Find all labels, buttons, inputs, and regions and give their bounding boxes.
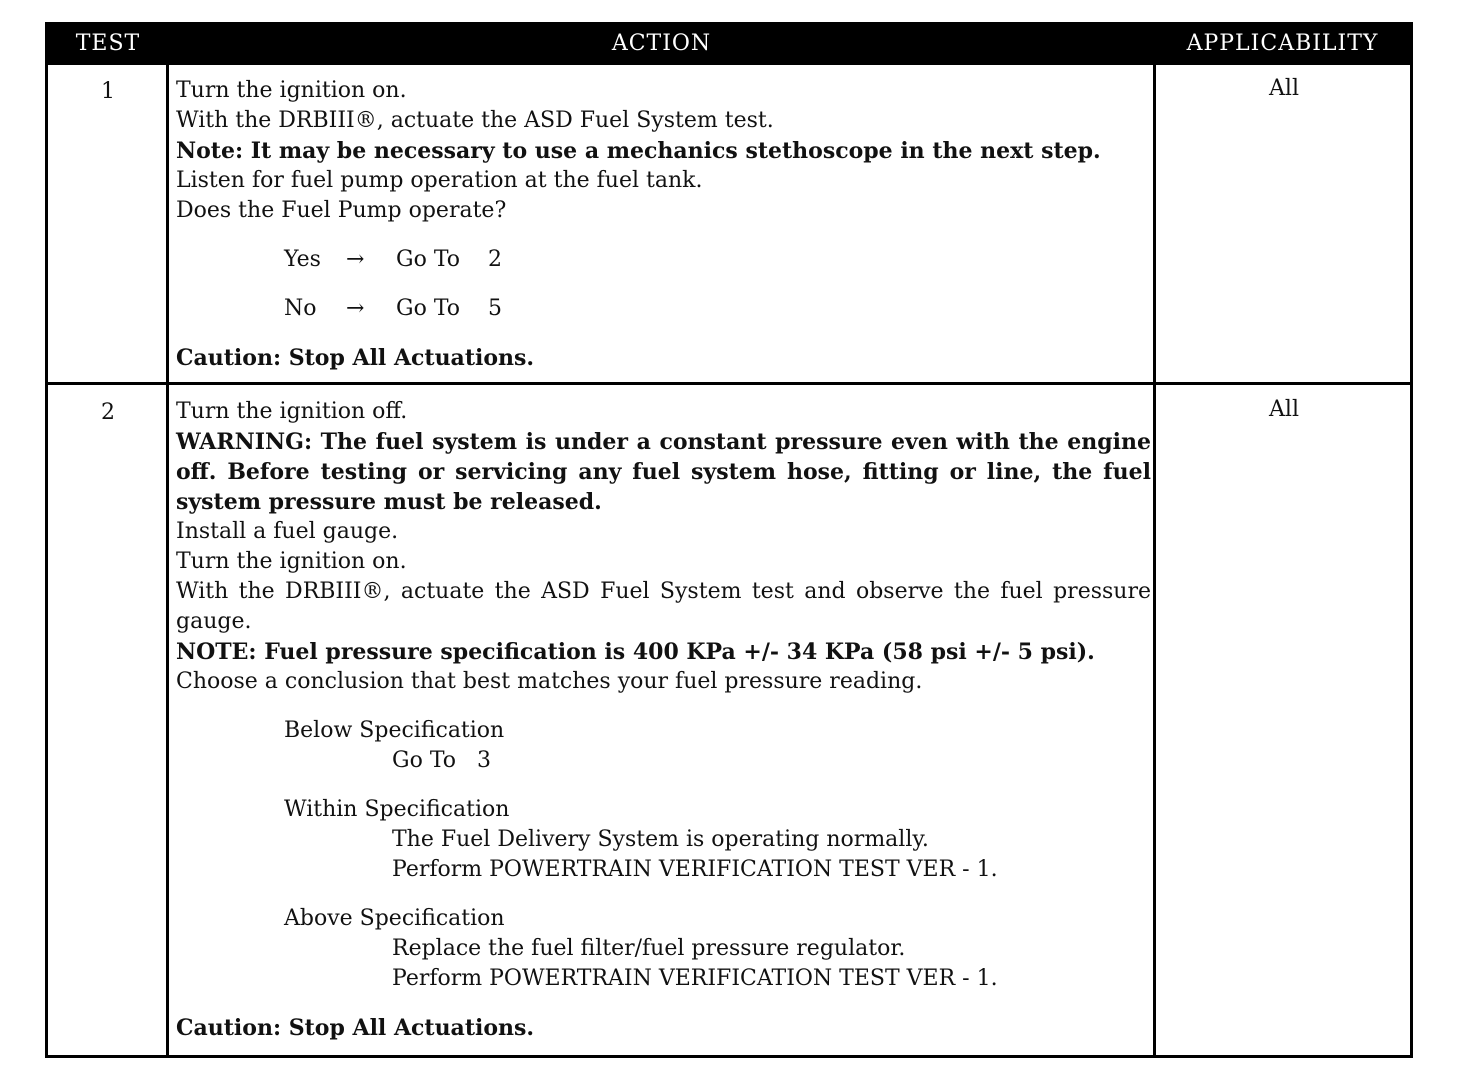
action-line: With the DRBIII®, actuate the ASD Fuel System test and observe the fuel pressure gauge.	[176, 579, 1151, 634]
action-line: Turn the ignition on.	[176, 549, 407, 574]
conclusion-result: Perform POWERTRAIN VERIFICATION TEST VER - 1.	[392, 966, 998, 991]
action-line: Install a fuel gauge.	[176, 519, 399, 544]
note-line: NOTE: Fuel pressure specification is 400 KPa +/- 34 KPa (58 psi +/- 5 psi).	[176, 639, 1095, 665]
conclusion-label: Below Specification	[284, 718, 505, 743]
column-divider	[166, 65, 169, 1055]
goto-label: Go To	[396, 247, 461, 272]
header-action: ACTION	[611, 31, 712, 56]
arrow-icon: →	[346, 247, 365, 272]
test-number: 2	[101, 400, 115, 425]
warning-line: WARNING: The fuel system is under a constant pressure even with the engine off. Before testing or servicing any fuel system hose, fitting or line, the fuel system pressure must be released.	[176, 429, 1151, 515]
header-test: TEST	[75, 31, 141, 56]
arrow-icon: →	[346, 296, 365, 321]
action-line: Turn the ignition on.	[176, 78, 407, 103]
table-header	[48, 25, 1410, 65]
choice-label: No	[284, 296, 317, 321]
conclusion-label: Above Specification	[284, 906, 505, 931]
action-line: Does the Fuel Pump operate?	[176, 198, 507, 223]
goto-label: Go To	[396, 296, 461, 321]
row-divider	[48, 382, 1410, 385]
diagnostic-table	[45, 22, 1413, 1058]
conclusion-result: The Fuel Delivery System is operating normally.	[392, 827, 929, 852]
conclusion-result: Go To 3	[392, 748, 491, 773]
conclusion-result: Replace the fuel filter/fuel pressure regulator.	[392, 936, 906, 961]
test-number: 1	[101, 79, 115, 104]
caution-line: Caution: Stop All Actuations.	[176, 1015, 535, 1041]
choice-label: Yes	[284, 247, 321, 272]
action-cell	[176, 76, 1151, 373]
column-divider	[1153, 65, 1156, 1055]
goto-target: 2	[488, 247, 502, 272]
conclusion-label: Within Specification	[284, 797, 510, 822]
action-line: With the DRBIII®, actuate the ASD Fuel System test.	[176, 108, 774, 133]
choice-no	[284, 294, 1151, 324]
note-line: Note: It may be necessary to use a mechanics stethoscope in the next step.	[176, 138, 1101, 164]
action-line: Listen for fuel pump operation at the fuel tank.	[176, 168, 703, 193]
action-line: Turn the ignition off.	[176, 399, 408, 424]
conclusion-result: Perform POWERTRAIN VERIFICATION TEST VER - 1.	[392, 857, 998, 882]
header-applicability: APPLICABILITY	[1186, 31, 1379, 56]
action-line: Choose a conclusion that best matches your fuel pressure reading.	[176, 669, 923, 694]
choice-yes	[284, 245, 1151, 275]
applicability-value: All	[1269, 397, 1299, 422]
action-cell	[176, 397, 1151, 1043]
caution-line: Caution: Stop All Actuations.	[176, 345, 535, 371]
goto-target: 5	[488, 296, 502, 321]
applicability-value: All	[1269, 76, 1299, 101]
